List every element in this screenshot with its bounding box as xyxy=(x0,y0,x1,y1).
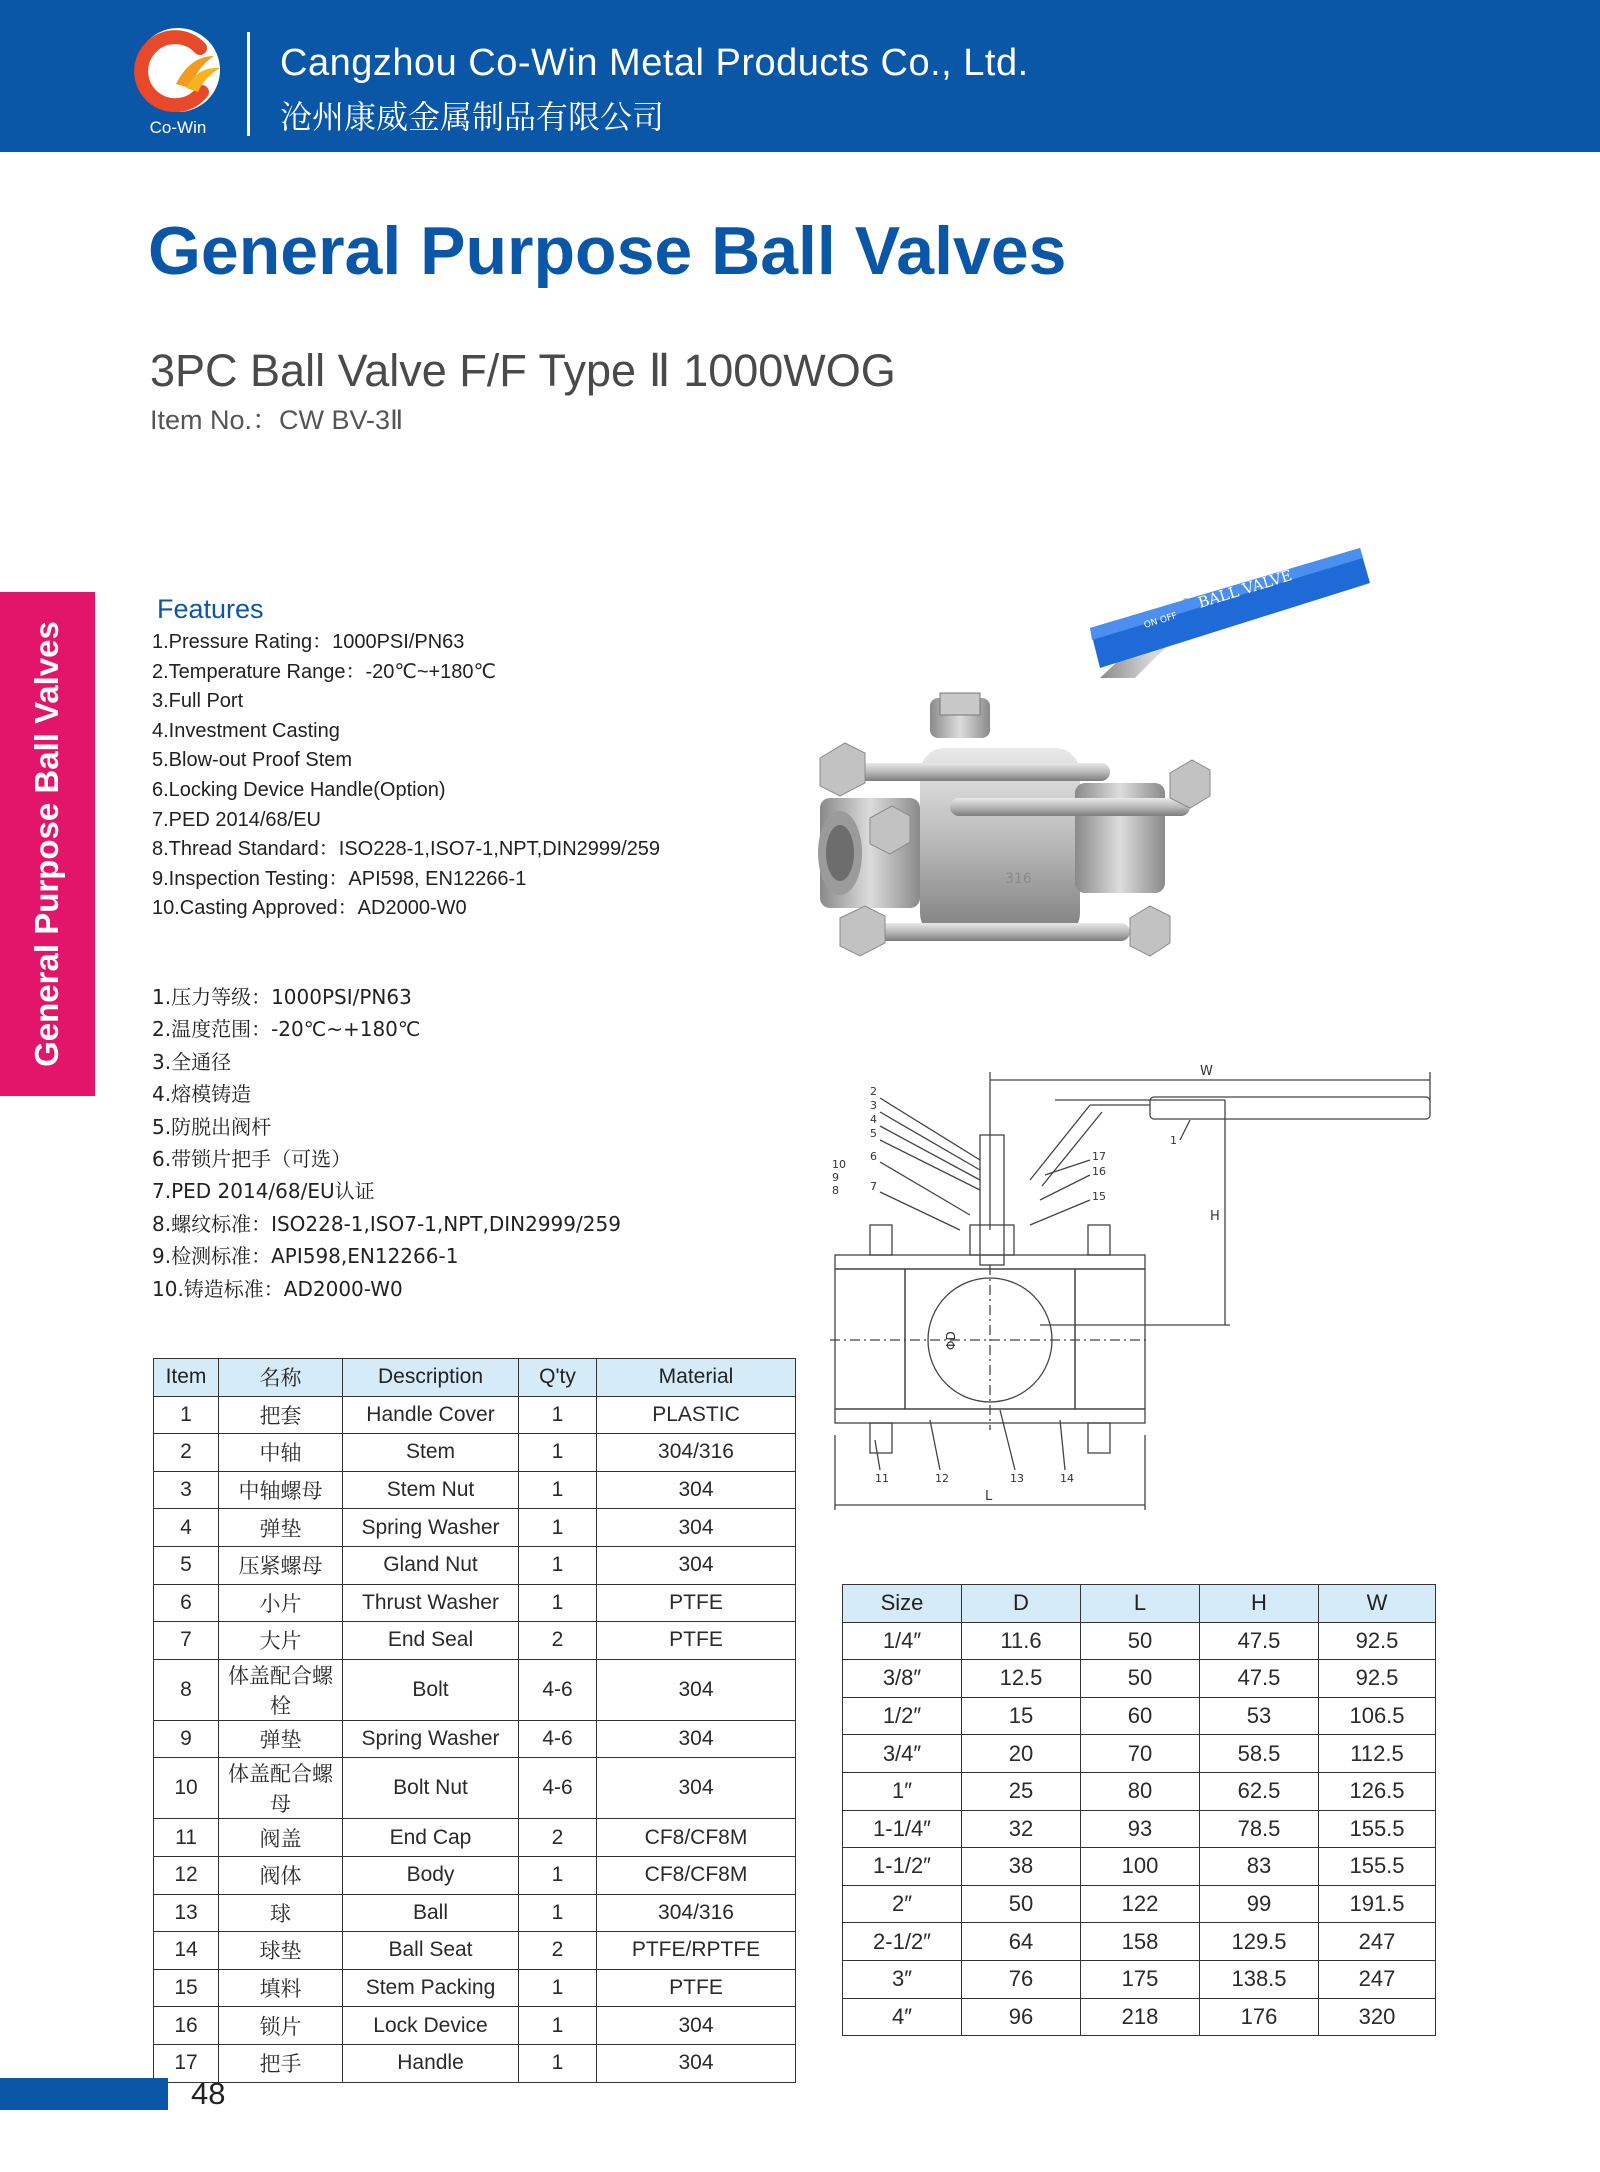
table-row xyxy=(843,1885,1436,1923)
feature-item: 1.Pressure Rating：1000PSI/PN63 xyxy=(152,631,465,653)
table-row xyxy=(154,1720,796,1758)
table-cell: 83 xyxy=(1200,1848,1319,1886)
table-cell: 92.5 xyxy=(1319,1622,1436,1660)
table-cell: 304 xyxy=(597,1509,796,1547)
table-cell: 2 xyxy=(519,1622,597,1660)
table-cell: Body xyxy=(343,1856,519,1894)
table-cell: Ball xyxy=(343,1894,519,1932)
table-row xyxy=(843,1848,1436,1886)
table-cell: 1 xyxy=(519,1894,597,1932)
item-number: Item No.：CW BV-3Ⅱ xyxy=(150,405,404,435)
table-cell: 50 xyxy=(1081,1660,1200,1698)
table-cell: 247 xyxy=(1319,1923,1436,1961)
table-cell: 中轴螺母 xyxy=(219,1471,343,1509)
page-title: General Purpose Ball Valves xyxy=(148,213,1067,289)
body-marking: 316 xyxy=(1005,871,1032,887)
table-cell: 锁片 xyxy=(219,2007,343,2045)
table-cell: PLASTIC xyxy=(597,1396,796,1434)
table-row xyxy=(843,1660,1436,1698)
table-row xyxy=(843,1923,1436,1961)
table-cell: 12.5 xyxy=(962,1660,1081,1698)
table-row xyxy=(154,1819,796,1857)
table-cell: 191.5 xyxy=(1319,1885,1436,1923)
table-cell: 99 xyxy=(1200,1885,1319,1923)
callout-label: 7 xyxy=(870,1180,877,1193)
table-cell: 15 xyxy=(154,1969,219,2007)
table-cell: 1 xyxy=(519,1509,597,1547)
table-cell: 32 xyxy=(962,1810,1081,1848)
table-row xyxy=(154,1396,796,1434)
table-cell: 3/4″ xyxy=(843,1735,962,1773)
table-row xyxy=(154,1894,796,1932)
col-header: Size xyxy=(843,1585,962,1623)
table-cell: CF8/CF8M xyxy=(597,1819,796,1857)
table-cell: 158 xyxy=(1081,1923,1200,1961)
table-cell: 247 xyxy=(1319,1960,1436,1998)
table-cell: Stem Nut xyxy=(343,1471,519,1509)
callout-label: 17 xyxy=(1092,1150,1106,1163)
table-cell: 122 xyxy=(1081,1885,1200,1923)
table-cell: 15 xyxy=(962,1697,1081,1735)
table-cell: PTFE xyxy=(597,1584,796,1622)
feature-item-cn: 10.铸造标准：AD2000-W0 xyxy=(152,1276,403,1301)
table-cell: 填料 xyxy=(219,1969,343,2007)
feature-item-cn: 3.全通径 xyxy=(152,1049,232,1074)
table-cell: 把手 xyxy=(219,2044,343,2082)
table-cell: 弹垫 xyxy=(219,1720,343,1758)
table-header-row xyxy=(843,1585,1436,1623)
table-cell: 8 xyxy=(154,1659,219,1720)
table-cell: 304 xyxy=(597,1471,796,1509)
table-cell: 球 xyxy=(219,1894,343,1932)
dimension-table xyxy=(842,1584,1436,2036)
table-cell: 球垫 xyxy=(219,1932,343,1970)
table-cell: 1 xyxy=(519,1969,597,2007)
table-cell: Gland Nut xyxy=(343,1546,519,1584)
table-cell: 2-1/2″ xyxy=(843,1923,962,1961)
table-cell: Stem Packing xyxy=(343,1969,519,2007)
table-cell: 1-1/2″ xyxy=(843,1848,962,1886)
table-row xyxy=(154,1659,796,1720)
callout-label: 12 xyxy=(935,1472,949,1485)
table-cell: 1 xyxy=(519,1471,597,1509)
table-cell: 小片 xyxy=(219,1584,343,1622)
feature-item: 10.Casting Approved：AD2000-W0 xyxy=(152,897,467,920)
table-cell: 14 xyxy=(154,1932,219,1970)
table-cell: 5 xyxy=(154,1546,219,1584)
dim-l-label: L xyxy=(985,1489,993,1504)
table-cell: 304/316 xyxy=(597,1894,796,1932)
table-cell: 176 xyxy=(1200,1998,1319,2036)
feature-item: 7.PED 2014/68/EU xyxy=(152,808,321,831)
table-cell: 1 xyxy=(154,1396,219,1434)
handle-small-text: ON OFF xyxy=(1142,611,1179,631)
table-cell: 2 xyxy=(519,1932,597,1970)
table-cell: 1/4″ xyxy=(843,1622,962,1660)
table-row xyxy=(154,1622,796,1660)
table-cell: 2″ xyxy=(843,1885,962,1923)
table-row xyxy=(154,1758,796,1819)
table-row xyxy=(843,1622,1436,1660)
table-cell: 4 xyxy=(154,1509,219,1547)
table-cell: Thrust Washer xyxy=(343,1584,519,1622)
side-tab-label: General Purpose Ball Valves xyxy=(28,621,65,1067)
parts-table-body xyxy=(154,1396,796,2082)
header-divider xyxy=(247,32,250,136)
table-cell: 4″ xyxy=(843,1998,962,2036)
table-cell: 112.5 xyxy=(1319,1735,1436,1773)
table-row xyxy=(154,1471,796,1509)
feature-list-en xyxy=(152,628,660,924)
table-row xyxy=(843,1810,1436,1848)
table-cell: 70 xyxy=(1081,1735,1200,1773)
dim-h-label: H xyxy=(1210,1209,1220,1224)
table-row xyxy=(154,1434,796,1472)
callout-label: 14 xyxy=(1060,1472,1074,1485)
table-row xyxy=(843,1735,1436,1773)
feature-item-cn: 5.防脱出阀杆 xyxy=(152,1114,272,1139)
table-row xyxy=(154,2044,796,2082)
table-row xyxy=(843,1960,1436,1998)
table-cell: 3 xyxy=(154,1471,219,1509)
table-cell: End Seal xyxy=(343,1622,519,1660)
table-row xyxy=(154,1509,796,1547)
dim-w-label: W xyxy=(1200,1064,1213,1079)
table-cell: 175 xyxy=(1081,1960,1200,1998)
table-cell: 60 xyxy=(1081,1697,1200,1735)
table-cell: 96 xyxy=(962,1998,1081,2036)
dim-d-label: ΦD xyxy=(944,1331,958,1350)
table-cell: 3/8″ xyxy=(843,1660,962,1698)
table-cell: Spring Washer xyxy=(343,1509,519,1547)
features-heading: Features xyxy=(157,594,264,624)
table-cell: Lock Device xyxy=(343,2007,519,2045)
table-cell: 100 xyxy=(1081,1848,1200,1886)
table-cell: 155.5 xyxy=(1319,1810,1436,1848)
callout-label: 3 xyxy=(870,1099,877,1112)
table-cell: 78.5 xyxy=(1200,1810,1319,1848)
col-header: Material xyxy=(597,1359,796,1397)
table-cell: 大片 xyxy=(219,1622,343,1660)
table-row xyxy=(843,1697,1436,1735)
col-header: D xyxy=(962,1585,1081,1623)
table-cell: 压紧螺母 xyxy=(219,1546,343,1584)
feature-item-cn: 2.温度范围：-20℃~+180℃ xyxy=(152,1017,421,1042)
logo-mark-icon xyxy=(128,26,228,118)
table-cell: 47.5 xyxy=(1200,1622,1319,1660)
col-header: Description xyxy=(343,1359,519,1397)
feature-item: 4.Investment Casting xyxy=(152,719,340,742)
table-cell: 11.6 xyxy=(962,1622,1081,1660)
table-cell: 62.5 xyxy=(1200,1772,1319,1810)
callout-label: 10 xyxy=(832,1158,846,1171)
table-cell: 16 xyxy=(154,2007,219,2045)
table-cell: 1 xyxy=(519,1546,597,1584)
table-cell: Handle xyxy=(343,2044,519,2082)
table-cell: 13 xyxy=(154,1894,219,1932)
table-cell: 64 xyxy=(962,1923,1081,1961)
table-cell: 50 xyxy=(1081,1622,1200,1660)
table-cell: 4-6 xyxy=(519,1758,597,1819)
table-cell: 155.5 xyxy=(1319,1848,1436,1886)
table-row xyxy=(843,1772,1436,1810)
callout-label: 9 xyxy=(832,1171,839,1184)
callout-label: 4 xyxy=(870,1113,877,1126)
col-header: Q'ty xyxy=(519,1359,597,1397)
table-cell: 11 xyxy=(154,1819,219,1857)
table-cell: 2 xyxy=(154,1434,219,1472)
feature-item: 3.Full Port xyxy=(152,690,244,713)
feature-item-cn: 8.螺纹标准：ISO228-1,ISO7-1,NPT,DIN2999/259 xyxy=(152,1211,621,1236)
table-cell: 1 xyxy=(519,1396,597,1434)
table-cell: 4-6 xyxy=(519,1720,597,1758)
table-cell: 1-1/4″ xyxy=(843,1810,962,1848)
table-cell: 304 xyxy=(597,1720,796,1758)
table-cell: 6 xyxy=(154,1584,219,1622)
callout-label: 6 xyxy=(870,1150,877,1163)
logo-text: Co-Win xyxy=(149,118,207,137)
table-cell: 38 xyxy=(962,1848,1081,1886)
table-cell: 1 xyxy=(519,1584,597,1622)
table-cell: 138.5 xyxy=(1200,1960,1319,1998)
handle-grip xyxy=(1090,548,1370,668)
table-cell: 17 xyxy=(154,2044,219,2082)
feature-item-cn: 9.检测标准：API598,EN12266-1 xyxy=(152,1244,459,1269)
table-cell: 304 xyxy=(597,1659,796,1720)
feature-item-cn: 7.PED 2014/68/EU认证 xyxy=(152,1179,375,1204)
company-name-en: Cangzhou Co-Win Metal Products Co., Ltd. xyxy=(280,42,1029,84)
callout-label: 13 xyxy=(1010,1472,1024,1485)
feature-item-cn: 1.压力等级：1000PSI/PN63 xyxy=(152,985,412,1009)
table-cell: 9 xyxy=(154,1720,219,1758)
table-cell: 106.5 xyxy=(1319,1697,1436,1735)
feature-list-cn xyxy=(152,981,621,1305)
table-cell: 25 xyxy=(962,1772,1081,1810)
table-cell: PTFE/RPTFE xyxy=(597,1932,796,1970)
table-cell: 1″ xyxy=(843,1772,962,1810)
table-cell: 58.5 xyxy=(1200,1735,1319,1773)
callout-label: 5 xyxy=(870,1127,877,1140)
callout-label: 2 xyxy=(870,1085,877,1098)
table-cell: 1/2″ xyxy=(843,1697,962,1735)
table-cell: 1 xyxy=(519,1856,597,1894)
table-cell: 76 xyxy=(962,1960,1081,1998)
table-cell: 体盖配合螺栓 xyxy=(219,1659,343,1720)
feature-item: 8.Thread Standard：ISO228-1,ISO7-1,NPT,DIN2999/259 xyxy=(152,838,661,861)
table-cell: 80 xyxy=(1081,1772,1200,1810)
col-header: 名称 xyxy=(219,1359,343,1397)
table-cell: 304/316 xyxy=(597,1434,796,1472)
table-row xyxy=(154,1584,796,1622)
handle-text: BALL VALVE xyxy=(1195,566,1295,612)
table-cell: 把套 xyxy=(219,1396,343,1434)
table-cell: 12 xyxy=(154,1856,219,1894)
table-cell: Bolt xyxy=(343,1659,519,1720)
table-cell: Bolt Nut xyxy=(343,1758,519,1819)
callout-label: 11 xyxy=(875,1472,889,1485)
table-row xyxy=(843,1998,1436,2036)
table-cell: Ball Seat xyxy=(343,1932,519,1970)
table-cell: 304 xyxy=(597,1758,796,1819)
col-header: W xyxy=(1319,1585,1436,1623)
table-cell: 129.5 xyxy=(1200,1923,1319,1961)
table-cell: 50 xyxy=(962,1885,1081,1923)
page-number: 48 xyxy=(191,2076,226,2111)
table-cell: 304 xyxy=(597,2044,796,2082)
company-logo xyxy=(128,26,228,138)
table-row xyxy=(154,2007,796,2045)
callout-label: 8 xyxy=(832,1184,839,1197)
table-cell: 阀盖 xyxy=(219,1819,343,1857)
footer-bar xyxy=(0,2078,168,2110)
table-cell: CF8/CF8M xyxy=(597,1856,796,1894)
table-cell: 中轴 xyxy=(219,1434,343,1472)
feature-item-cn: 6.带锁片把手（可选） xyxy=(152,1146,352,1171)
callout-label: 1 xyxy=(1170,1134,1177,1147)
col-header: L xyxy=(1081,1585,1200,1623)
page-header xyxy=(0,0,1600,152)
table-cell: 10 xyxy=(154,1758,219,1819)
table-cell: 92.5 xyxy=(1319,1660,1436,1698)
table-row xyxy=(154,1856,796,1894)
col-header: H xyxy=(1200,1585,1319,1623)
table-cell: 7 xyxy=(154,1622,219,1660)
table-cell: 体盖配合螺母 xyxy=(219,1758,343,1819)
table-cell: Stem xyxy=(343,1434,519,1472)
table-cell: 320 xyxy=(1319,1998,1436,2036)
table-cell: 1 xyxy=(519,2044,597,2082)
table-cell: 93 xyxy=(1081,1810,1200,1848)
feature-item: 9.Inspection Testing：API598, EN12266-1 xyxy=(152,867,527,890)
table-cell: End Cap xyxy=(343,1819,519,1857)
callout-label: 16 xyxy=(1092,1165,1106,1178)
table-cell: PTFE xyxy=(597,1969,796,2007)
table-row xyxy=(154,1969,796,2007)
feature-item: 2.Temperature Range：-20℃~+180℃ xyxy=(152,660,497,683)
company-name-cn: 沧州康威金属制品有限公司 xyxy=(280,98,665,136)
table-cell: 53 xyxy=(1200,1697,1319,1735)
table-header-row xyxy=(154,1359,796,1397)
feature-item: 5.Blow-out Proof Stem xyxy=(152,749,353,772)
callout-label: 15 xyxy=(1092,1190,1106,1203)
table-cell: 4-6 xyxy=(519,1659,597,1720)
table-row xyxy=(154,1932,796,1970)
parts-table xyxy=(153,1358,796,2083)
table-cell: PTFE xyxy=(597,1622,796,1660)
table-cell: 弹垫 xyxy=(219,1509,343,1547)
table-cell: 阀体 xyxy=(219,1856,343,1894)
table-cell: 3″ xyxy=(843,1960,962,1998)
feature-item: 6.Locking Device Handle(Option) xyxy=(152,778,446,801)
feature-item-cn: 4.熔模铸造 xyxy=(152,1082,252,1107)
dimension-table-body xyxy=(843,1622,1436,2036)
table-cell: 1 xyxy=(519,1434,597,1472)
table-cell: 2 xyxy=(519,1819,597,1857)
table-cell: 47.5 xyxy=(1200,1660,1319,1698)
table-cell: Spring Washer xyxy=(343,1720,519,1758)
table-cell: 126.5 xyxy=(1319,1772,1436,1810)
ball-valve-photo xyxy=(800,528,1380,1008)
table-cell: 304 xyxy=(597,2007,796,2045)
table-cell: 218 xyxy=(1081,1998,1200,2036)
table-cell: Handle Cover xyxy=(343,1396,519,1434)
table-cell: 20 xyxy=(962,1735,1081,1773)
technical-drawing xyxy=(830,1050,1440,1510)
table-cell: 304 xyxy=(597,1546,796,1584)
table-row xyxy=(154,1546,796,1584)
product-subtitle: 3PC Ball Valve F/F Type Ⅱ 1000WOG xyxy=(150,345,896,396)
table-cell: 1 xyxy=(519,2007,597,2045)
col-header: Item xyxy=(154,1359,219,1397)
